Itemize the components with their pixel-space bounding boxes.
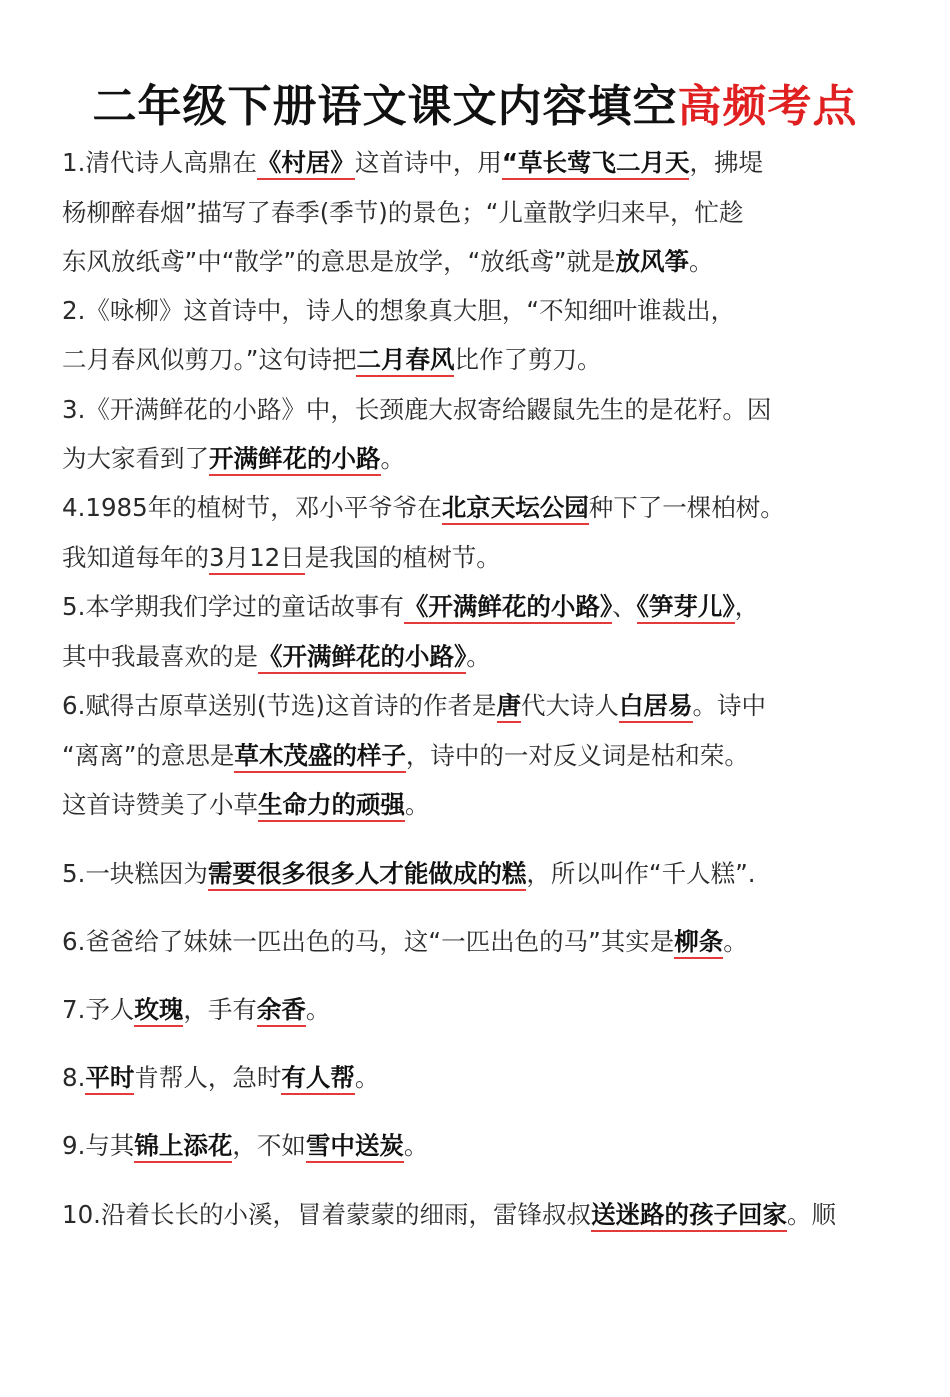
text-line (62, 993, 330, 1027)
line-text: 10.沿着长长的小溪，冒着蒙蒙的细雨，雷锋叔叔 (62, 1200, 591, 1229)
line-text: 5.一块糕因为 (62, 859, 208, 888)
line-text: 6.爸爸给了妹妹一匹出色的马，这“一匹出色的马”其实是 (62, 927, 675, 956)
line-text: 、 (612, 592, 637, 621)
line-text: ，所以叫作“千人糕”. (526, 859, 756, 888)
answer-blank: 雪中送炭 (306, 1131, 404, 1163)
text-line (62, 294, 735, 328)
line-text: 二月春风似剪刀。”这句诗把 (62, 345, 357, 374)
line-text: 。 (305, 995, 331, 1024)
line-text: 4.1985年的植树节，邓小平爷爷在 (62, 493, 442, 522)
line-text: 这首诗赞美了小草 (62, 790, 258, 819)
answer-blank: 开满鲜花的小路 (209, 444, 381, 476)
text-line (62, 788, 430, 822)
line-text: 8. (62, 1063, 86, 1092)
text-line (62, 1061, 379, 1095)
answer-blank: 《开满鲜花的小路》 (258, 642, 466, 674)
line-text: 。 (403, 1131, 429, 1160)
answer-blank: 二月春风 (356, 345, 454, 377)
line-text: 。顺 (786, 1200, 836, 1229)
text-line (62, 541, 501, 575)
line-text: 肯帮人，急时 (134, 1063, 282, 1092)
text-line (62, 343, 601, 377)
text-line (62, 689, 766, 723)
line-text: 我知道每年的 (62, 543, 209, 572)
line-text: 。 (405, 790, 430, 819)
line-text: 种下了一棵柏树。 (588, 493, 785, 522)
line-text: 。 (380, 444, 405, 473)
answer-blank: “草长莺飞二月天 (502, 148, 690, 180)
text-line (62, 245, 713, 279)
text-line (62, 925, 748, 959)
line-text: ，诗中的一对反义词是枯和荣。 (405, 741, 749, 770)
page-title (0, 70, 950, 134)
line-text: 。 (688, 247, 714, 276)
text-line (62, 857, 756, 891)
answer-blank: 《开满鲜花的小路》 (404, 592, 612, 624)
answer-blank: 《村居》 (257, 148, 355, 180)
line-text: ，拂堤 (689, 148, 763, 177)
line-text: “离离”的意思是 (62, 741, 235, 770)
line-text: 这首诗中，用 (354, 148, 502, 177)
text-line (62, 590, 759, 624)
answer-blank: 柳条 (674, 927, 723, 959)
answer-blank: 白居易 (619, 691, 693, 723)
line-text: 其中我最喜欢的是 (62, 642, 258, 671)
line-text: 比作了剪刀。 (454, 345, 602, 374)
answer-blank: 锦上添花 (134, 1131, 232, 1163)
line-text: 2.《咏柳》这首诗中，诗人的想象真大胆，“不知细叶谁裁出， (62, 296, 736, 325)
answer-blank: 3月12日 (209, 543, 305, 575)
line-text: ，不如 (232, 1131, 306, 1160)
answer-blank: 有人帮 (281, 1063, 355, 1095)
line-text: 。 (354, 1063, 380, 1092)
text-line (62, 739, 749, 773)
answer-blank: 玫瑰 (134, 995, 183, 1027)
answer-blank: 送迷路的孩子回家 (591, 1200, 787, 1232)
line-text: 东风放纸鸢”中“散学”的意思是放学，“放纸鸢”就是 (62, 247, 616, 276)
answer-blank: 生命力的顽强 (258, 790, 405, 822)
text-line (62, 442, 405, 476)
text-line (62, 196, 744, 230)
line-text: 5.本学期我们学过的童话故事有 (62, 592, 404, 621)
line-text: ，手有 (183, 995, 257, 1024)
answer-blank: 北京天坛公园 (442, 493, 589, 525)
text-line (62, 491, 785, 525)
answer-blank: 唐 (497, 691, 522, 723)
answer-blank: 《笋芽儿》 (637, 592, 735, 624)
title-main: 二年级下册语文课文内容填空 (92, 81, 678, 132)
answer-blank: 余香 (257, 995, 306, 1027)
line-text: 。 (723, 927, 748, 956)
line-text: 7.予人 (62, 995, 135, 1024)
line-text: 是我国的植树节。 (304, 543, 501, 572)
line-text: 。 (466, 642, 491, 671)
line-text: 1.清代诗人高鼎在 (62, 148, 257, 177)
answer-blank: 草木茂盛的样子 (234, 741, 406, 773)
line-text: 9.与其 (62, 1131, 135, 1160)
answer-text: 放风筝 (615, 247, 689, 276)
answer-blank: 平时 (85, 1063, 134, 1095)
line-text: 代大诗人 (521, 691, 619, 720)
line-text: 6.赋得古原草送别(节选)这首诗的作者是 (62, 691, 497, 720)
text-line (62, 1129, 428, 1163)
line-text: 。诗中 (692, 691, 766, 720)
text-line (62, 146, 763, 180)
text-line (62, 393, 771, 427)
line-text: 3.《开满鲜花的小路》中，长颈鹿大叔寄给鼹鼠先生的是花籽。因 (62, 395, 772, 424)
answer-blank: 需要很多很多人才能做成的糕 (208, 859, 527, 891)
title-highlight: 高频考点 (677, 81, 858, 132)
text-line (62, 640, 491, 674)
text-line (62, 1198, 836, 1232)
line-text: 杨柳醉春烟”描写了春季(季节)的景色；“儿童散学归来早，忙趁 (62, 198, 744, 227)
line-text: ， (734, 592, 760, 621)
line-text: 为大家看到了 (62, 444, 209, 473)
